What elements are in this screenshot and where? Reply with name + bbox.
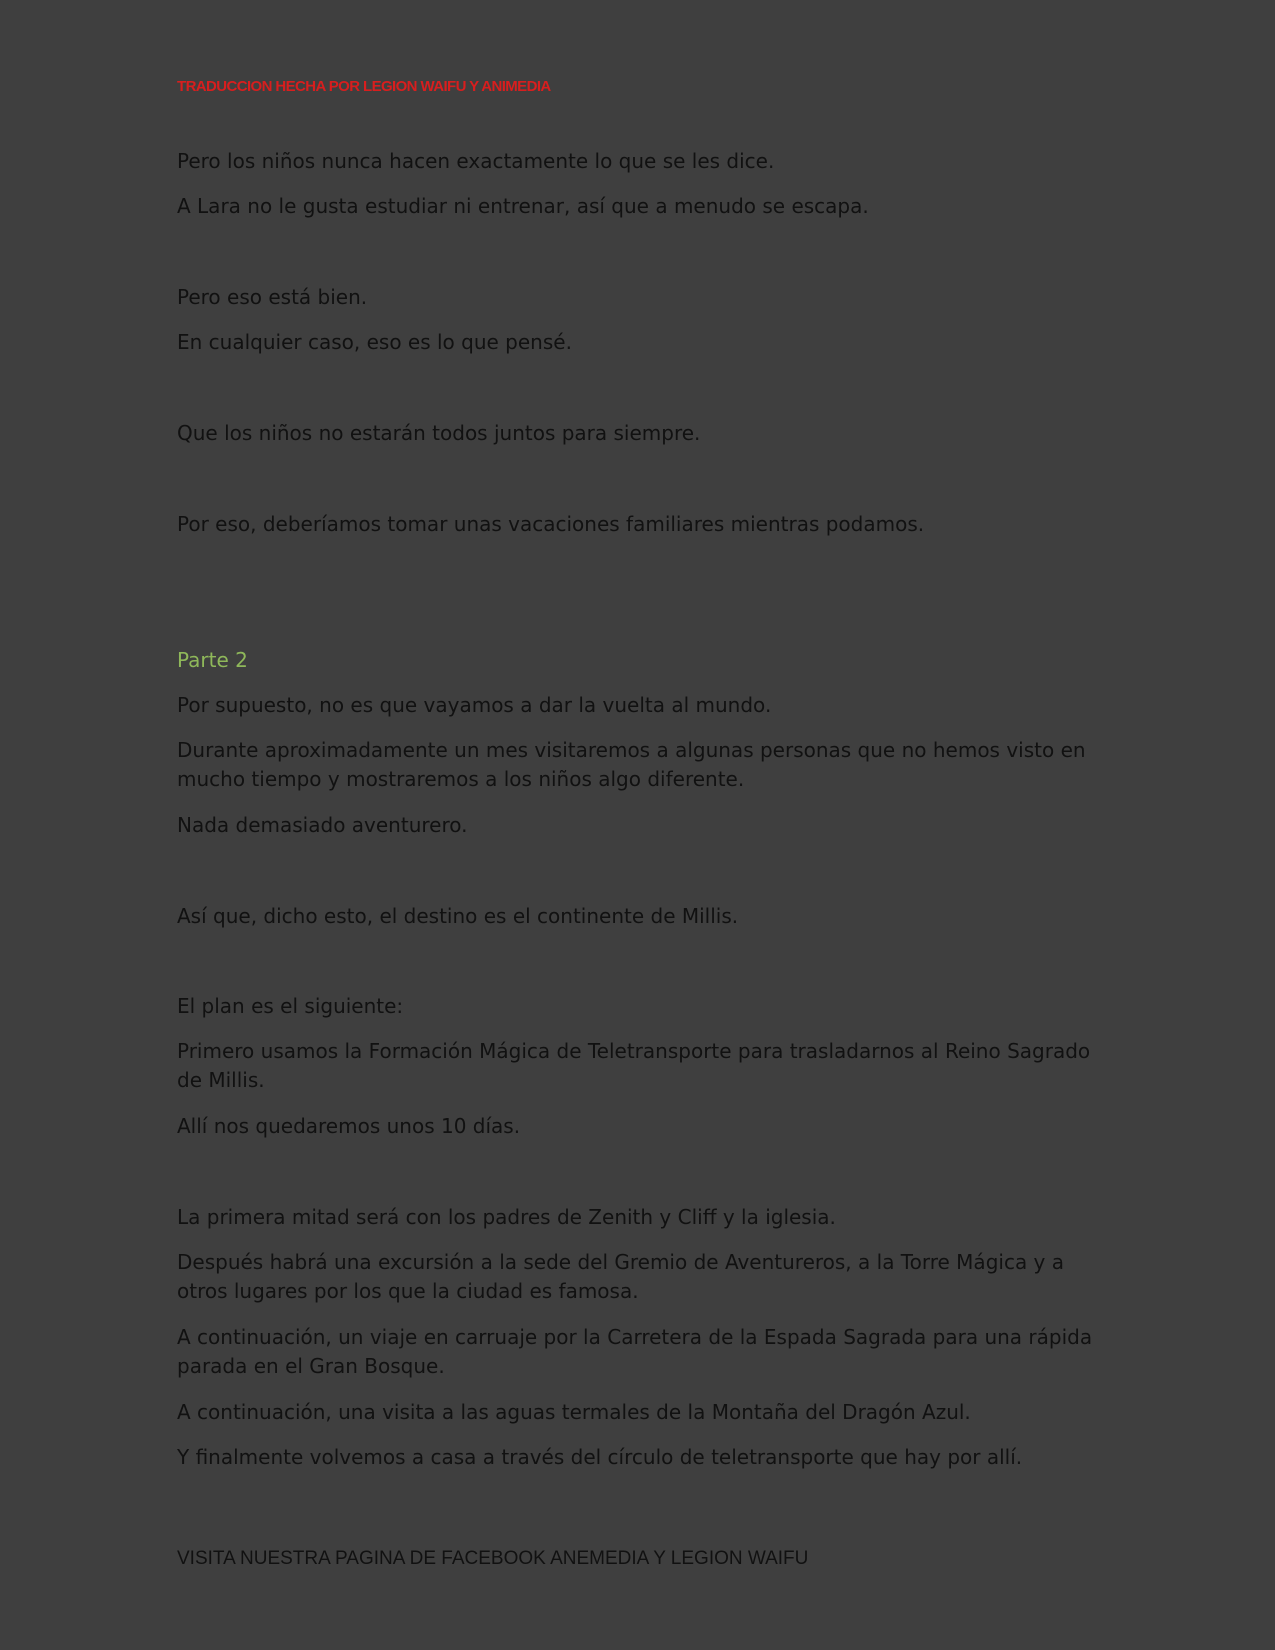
paragraph: Por eso, deberíamos tomar unas vacaciones familiares mientras podamos. <box>177 512 925 536</box>
paragraph: Después habrá una excursión a la sede del Gremio de Aventureros, a la Torre Mágica y a otros lugares por los que la ciudad es famosa. <box>177 1250 1065 1303</box>
paragraph: En cualquier caso, eso es lo que pensé. <box>177 330 572 354</box>
paragraph: Durante aproximadamente un mes visitaremos a algunas personas que no hemos visto en mucho tiempo y mostraremos a los niños algo diferente. <box>177 738 1086 791</box>
section-heading: Parte 2 <box>177 648 248 672</box>
paragraph: Primero usamos la Formación Mágica de Teletransporte para trasladarnos al Reino Sagrado de Millis. <box>177 1039 1091 1092</box>
paragraph: Pero eso está bien. <box>177 285 368 309</box>
paragraph: Nada demasiado aventurero. <box>177 813 468 837</box>
paragraph: A continuación, un viaje en carruaje por la Carretera de la Espada Sagrada para una rápida parada en el Gran Bosque. <box>177 1325 1093 1378</box>
paragraph: El plan es el siguiente: <box>177 994 404 1018</box>
document-page <box>177 0 1097 1650</box>
paragraph: A Lara no le gusta estudiar ni entrenar, así que a menudo se escapa. <box>177 194 869 218</box>
translation-credit: TRADUCCION HECHA POR LEGION WAIFU Y ANIMEDIA <box>177 78 551 95</box>
paragraph: Allí nos quedaremos unos 10 días. <box>177 1114 521 1138</box>
paragraph: La primera mitad será con los padres de Zenith y Cliff y la iglesia. <box>177 1205 836 1229</box>
paragraph: Y finalmente volvemos a casa a través del círculo de teletransporte que hay por allí. <box>177 1445 1023 1469</box>
paragraph: Por supuesto, no es que vayamos a dar la vuelta al mundo. <box>177 693 772 717</box>
paragraph: Pero los niños nunca hacen exactamente lo que se les dice. <box>177 149 775 173</box>
paragraph: A continuación, una visita a las aguas termales de la Montaña del Dragón Azul. <box>177 1400 971 1424</box>
footer-promo: VISITA NUESTRA PAGINA DE FACEBOOK ANEMEDIA Y LEGION WAIFU <box>177 1548 809 1569</box>
paragraph: Así que, dicho esto, el destino es el continente de Millis. <box>177 904 739 928</box>
paragraph: Que los niños no estarán todos juntos para siempre. <box>177 421 701 445</box>
